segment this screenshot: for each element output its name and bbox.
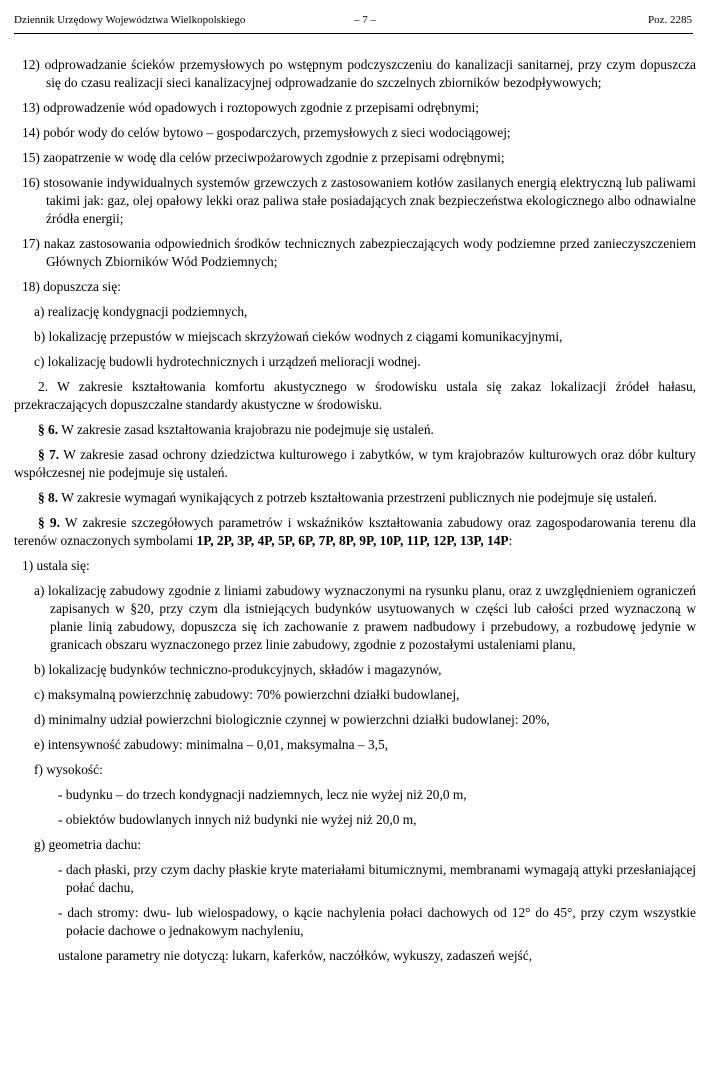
section-9-end: : [508, 533, 513, 548]
section-9-item-1d: d) minimalny udział powierzchni biologicznie czynnej w powierzchni działki budowlanej: 20%, [34, 712, 550, 727]
list-item-17: 17) nakaz zastosowania odpowiednich środków technicznych zabezpieczających wody podziemne przed zanieczyszczeniem Głównych Zbiorników Wód Podziemnych; [22, 236, 696, 269]
section-9-item-1g: g) geometria dachu: [34, 837, 142, 852]
page-header [14, 12, 693, 30]
document-body [14, 56, 696, 965]
height-building: - budynku – do trzech kondygnacji nadziemnych, lecz nie wyżej niż 20,0 m, [58, 787, 467, 802]
height-other-structures: - obiektów budowlanych innych niż budynki nie wyżej niż 20,0 m, [58, 812, 417, 827]
section-9-item-1f: f) wysokość: [34, 762, 103, 777]
section-6-label: § 6. [38, 422, 59, 437]
section-9-item-1c: c) maksymalną powierzchnię zabudowy: 70% powierzchni działki budowlanej, [34, 687, 460, 702]
section-6-text: W zakresie zasad kształtowania krajobrazu nie podejmuje się ustaleń. [58, 422, 434, 437]
list-subitem-18c: c) lokalizację budowli hydrotechnicznych i urządzeń melioracji wodnej. [34, 354, 421, 369]
list-item-15: 15) zaopatrzenie w wodę dla celów przeciwpożarowych zgodnie z przepisami odrębnymi; [22, 150, 505, 165]
list-item-18: 18) dopuszcza się: [22, 279, 121, 294]
section-9-item-1a: a) lokalizację zabudowy zgodnie z liniami zabudowy wyznaczonymi na rysunku planu, oraz z uwzględnieniem ograniczeń zapisanych w §20, przy czym dla istniejących budynków usytuowanych w części lub całości przed wyznaczoną w planie linią zabudowy, dopuszcza się ich zachowanie z prawem nadbudowy i przebudowy, a rozbudowę jedynie w granicach obszaru wyznaczonego przez linie zabudowy, zgodnie z pozostałymi ustaleniami planu, [34, 583, 696, 652]
section-9-label: § 9. [38, 515, 60, 530]
header-divider [14, 33, 693, 34]
page-number: – 7 – [354, 14, 376, 26]
list-item-14: 14) pobór wody do celów bytowo – gospodarczych, przemysłowych z sieci wodociągowej; [22, 125, 511, 140]
section-9-item-1: 1) ustala się: [22, 558, 90, 573]
list-subitem-18b: b) lokalizację przepustów w miejscach skrzyżowań cieków wodnych z ciągami komunikacyjnymi, [34, 329, 563, 344]
roof-steep: - dach stromy: dwu- lub wielospadowy, o kącie nachylenia połaci dachowych od 12° do 45°, przy czym wszystkie połacie dachowe o jednakowym nachyleniu, [58, 905, 696, 938]
section-8 [14, 489, 696, 507]
position-number: Poz. 2285 [648, 14, 692, 26]
paragraph-2: 2. W zakresie kształtowania komfortu akustycznego w środowisku ustala się zakaz lokalizacji źródeł hałasu, przekraczających dopuszczalne standardy akustyczne w środowisku. [14, 379, 696, 412]
section-9-text: W zakresie szczegółowych parametrów i wskaźników kształtowania zabudowy oraz zagospodarowania terenu dla terenów oznaczonych symbolami [14, 515, 696, 548]
section-8-text: W zakresie wymagań wynikających z potrzeb kształtowania przestrzeni publicznych nie podejmuje się ustaleń. [58, 490, 657, 505]
roof-exceptions: ustalone parametry nie dotyczą: lukarn, kaferków, naczółków, wykuszy, zadaszeń wejść, [58, 948, 533, 963]
section-9-item-1e: e) intensywność zabudowy: minimalna – 0,01, maksymalna – 3,5, [34, 737, 389, 752]
section-9 [14, 514, 696, 550]
section-9-symbols: 1P, 2P, 3P, 4P, 5P, 6P, 7P, 8P, 9P, 10P, 11P, 12P, 13P, 14P [196, 533, 509, 548]
section-7 [14, 446, 696, 482]
roof-flat: - dach płaski, przy czym dachy płaskie kryte materiałami bitumicznymi, membranami wymagają attyki przesłaniającej połać dachu, [58, 862, 696, 895]
section-7-text: W zakresie zasad ochrony dziedzictwa kulturowego i zabytków, w tym krajobrazów kulturowych oraz dóbr kultury współczesnej nie podejmuje się ustaleń. [14, 447, 696, 480]
journal-title: Dziennik Urzędowy Województwa Wielkopolskiego [14, 14, 246, 26]
list-item-13: 13) odprowadzenie wód opadowych i roztopowych zgodnie z przepisami odrębnymi; [22, 100, 480, 115]
section-8-label: § 8. [38, 490, 59, 505]
section-6 [14, 421, 696, 439]
section-7-label: § 7. [38, 447, 60, 462]
list-subitem-18a: a) realizację kondygnacji podziemnych, [34, 304, 248, 319]
list-item-12: 12) odprowadzanie ścieków przemysłowych po wstępnym podczyszczeniu do kanalizacji sanitarnej, przy czym dopuszcza się do czasu realizacji sieci kanalizacyjnej odprowadzanie do szczelnych zbiorników bezodpływowych; [22, 57, 696, 90]
list-item-16: 16) stosowanie indywidualnych systemów grzewczych z zastosowaniem kotłów zasilanych energią elektryczną lub paliwami takimi jak: gaz, olej opałowy lekki oraz paliwa stałe posiadających znak bezpieczeństwa ekologicznego albo odnawialne źródła energii; [22, 175, 696, 226]
section-9-item-1b: b) lokalizację budynków techniczno-produkcyjnych, składów i magazynów, [34, 662, 442, 677]
